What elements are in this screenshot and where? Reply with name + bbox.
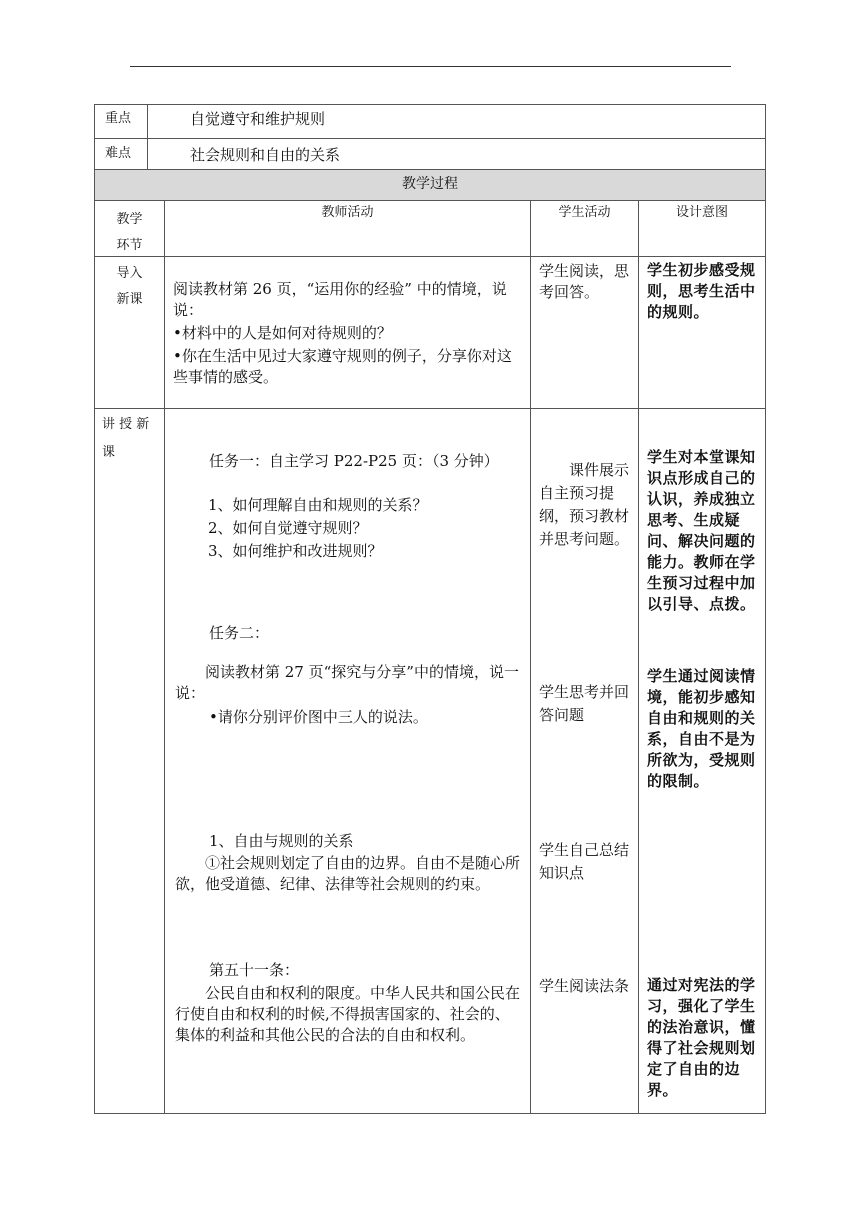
stage-header — [95, 201, 165, 256]
intro-teacher-line: •你在生活中见过大家遵守规则的例子，分享你对这些事情的感受。 — [173, 347, 512, 386]
lesson-plan-table — [94, 104, 766, 1114]
difficulty-text: 社会规则和自由的关系 — [190, 146, 341, 164]
lecture-design-intent — [639, 409, 765, 1113]
summary-title: 1、自由与规则的关系 — [209, 832, 354, 850]
intro-stage — [95, 257, 165, 408]
lecture-student-activity — [531, 409, 639, 1113]
column-header-row — [95, 201, 765, 257]
law-intent-text: 通过对宪法的学习，强化了学生的法治意识，懂得了社会规则划定了自由的边界。 — [647, 976, 756, 1099]
law-student-text: 学生阅读法条 — [539, 977, 630, 995]
task2-title: 任务二： — [209, 624, 270, 642]
lecture-stage: 讲 授 新 课 — [95, 409, 165, 1113]
process-title: 教学过程 — [402, 176, 458, 192]
task1-student-text: 课件展示自主预习提纲，预习教材并思考问题。 — [539, 461, 630, 548]
lecture-teacher-activity — [165, 409, 531, 1113]
intro-row — [95, 257, 765, 409]
intro-teacher-line: 阅读教材第 26 页，“运用你的经验” 中的情境，说说： — [173, 280, 507, 319]
task2-student-text: 学生思考并回答问题 — [539, 683, 630, 724]
intro-stage-line1: 导入 — [116, 266, 143, 281]
key-point-label: 重点 — [95, 105, 148, 138]
intro-design-intent — [639, 257, 765, 408]
student-activity-header: 学生活动 — [531, 201, 639, 256]
law-title: 第五十一条： — [209, 961, 300, 979]
task2-bullet: •请你分别评价图中三人的说法。 — [209, 708, 428, 726]
intro-stage-line2: 新课 — [116, 292, 143, 307]
task1-question: 3、如何维护和改进规则？ — [208, 542, 383, 560]
intro-student-activity — [531, 257, 639, 408]
task1-title: 任务一：自主学习 P22-P25 页：（3 分钟） — [209, 452, 499, 470]
summary-student-text: 学生自己总结知识点 — [539, 841, 630, 882]
intro-teacher-activity — [165, 257, 531, 408]
process-title-row — [95, 170, 765, 201]
task1-intent-text: 学生对本堂课知识点形成自己的认识，养成独立思考、生成疑问、解决问题的能力。教师在学生预习过程中加以引导、点拨。 — [647, 448, 756, 613]
task1-question: 1、如何理解自由和规则的关系？ — [208, 496, 428, 514]
task2-intent-text: 学生通过阅读情境，能初步感知自由和规则的关系，自由不是为所欲为，受规则的限制。 — [647, 667, 756, 790]
intro-teacher-line: •材料中的人是如何对待规则的？ — [173, 324, 392, 342]
law-text: 公民自由和权利的限度。中华人民共和国公民在行使自由和权利的时候,不得损害国家的、社会的、集体的利益和其他公民的合法的自由和权利。 — [175, 984, 521, 1044]
design-intent-header: 设计意图 — [675, 205, 728, 220]
header-rule — [130, 66, 731, 67]
lecture-row — [95, 409, 765, 1113]
stage-header-line2: 环节 — [116, 238, 143, 253]
stage-header-line1: 教学 — [116, 212, 143, 227]
teacher-activity-header: 教师活动 — [165, 201, 531, 256]
key-point-text: 自觉遵守和维护规则 — [190, 110, 326, 128]
task2-text: 阅读教材第 27 页“探究与分享”中的情境，说一说： — [175, 663, 519, 702]
intro-student-text: 学生阅读，思考回答。 — [539, 262, 630, 301]
summary-text: ①社会规则划定了自由的边界。自由不是随心所欲，他受道德、纪律、法律等社会规则的约束。 — [175, 854, 521, 893]
difficulty-row — [95, 139, 765, 170]
difficulty-label: 难点 — [95, 139, 148, 169]
task1-question: 2、如何自觉遵守规则？ — [208, 519, 368, 537]
intro-intent-text: 学生初步感受规则，思考生活中的规则。 — [647, 261, 756, 321]
key-point-row — [95, 105, 765, 139]
